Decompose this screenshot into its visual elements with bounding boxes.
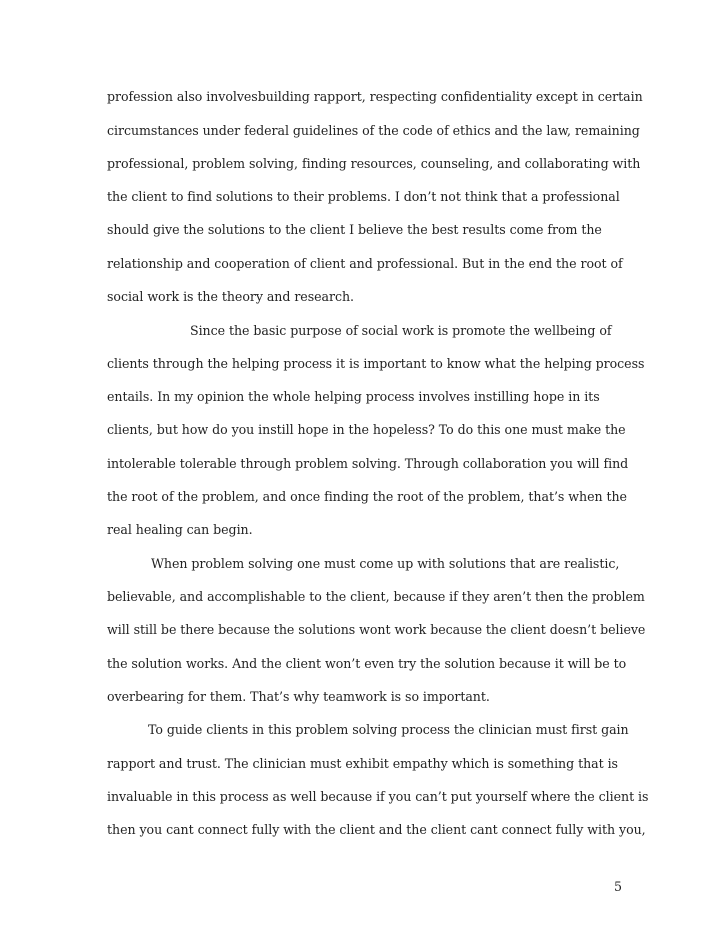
text-line: the client to find solutions to their problems. I don’t not think that a professional	[107, 189, 620, 204]
text-line: clients through the helping process it is important to know what the helping process	[107, 356, 645, 371]
text-line: clients, but how do you instill hope in the hopeless? To do this one must make the	[107, 422, 626, 437]
text-line: will still be there because the solutions wont work because the client doesn’t believe	[107, 622, 646, 637]
text-line: believable, and accomplishable to the client, because if they aren’t then the problem	[107, 589, 645, 604]
text-line-indented: To guide clients in this problem solving process the clinician must first gain	[148, 722, 629, 737]
page-number: 5	[614, 879, 623, 894]
text-line: social work is the theory and research.	[107, 289, 354, 304]
text-line: should give the solutions to the client I believe the best results come from the	[107, 222, 602, 237]
text-line: overbearing for them. That’s why teamwork is so important.	[107, 689, 490, 704]
text-line: professional, problem solving, finding resources, counseling, and collaborating with	[107, 156, 641, 171]
text-line: profession also involvesbuilding rapport, respecting confidentiality except in certain	[107, 89, 643, 104]
text-line: relationship and cooperation of client and professional. But in the end the root of	[107, 256, 623, 271]
text-line: circumstances under federal guidelines of the code of ethics and the law, remaining	[107, 123, 640, 138]
text-line-indented: Since the basic purpose of social work is promote the wellbeing of	[190, 323, 612, 338]
text-line: invaluable in this process as well because if you can’t put yourself where the client is	[107, 789, 649, 804]
text-line: intolerable tolerable through problem solving. Through collaboration you will find	[107, 456, 629, 471]
text-line-indented: When problem solving one must come up with solutions that are realistic,	[151, 556, 620, 571]
text-line: the solution works. And the client won’t even try the solution because it will be to	[107, 656, 627, 671]
text-line: the root of the problem, and once finding the root of the problem, that’s when the	[107, 489, 627, 504]
text-line: entails. In my opinion the whole helping process involves instilling hope in its	[107, 389, 600, 404]
text-line: real healing can begin.	[107, 522, 253, 537]
text-line: then you cant connect fully with the client and the client cant connect fully with you,	[107, 822, 646, 837]
text-line: rapport and trust. The clinician must exhibit empathy which is something that is	[107, 756, 618, 771]
